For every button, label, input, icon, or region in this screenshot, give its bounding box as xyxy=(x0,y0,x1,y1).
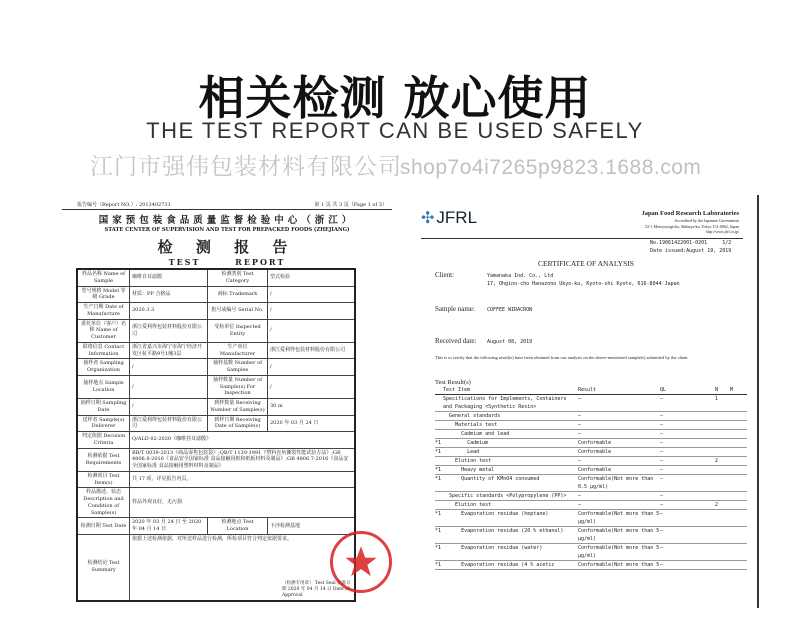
ql: — xyxy=(660,528,664,534)
test-item: Lead xyxy=(443,449,480,455)
table-row xyxy=(77,399,355,416)
row-value-2: 下沙检测基地 xyxy=(268,518,356,535)
ql: — xyxy=(660,511,664,517)
marker: *1 xyxy=(435,511,442,517)
n-value xyxy=(715,421,730,429)
row-value: 浙江爱利得包装材料股份有限公司 xyxy=(130,319,208,342)
report-title-en: TEST REPORT xyxy=(168,257,286,267)
table-row xyxy=(77,342,355,359)
col-n: N xyxy=(715,387,719,393)
table-row xyxy=(77,286,355,303)
ql: — xyxy=(660,413,664,419)
test-item: Specifications for Implements, Containers and Packaging <Synthetic Resin> xyxy=(443,396,570,410)
sample-label: Sample name: xyxy=(435,305,475,313)
row-value-2: / xyxy=(268,359,356,376)
row-label: 检测依据 Test Requirements xyxy=(77,448,130,471)
test-item: Elution test xyxy=(443,458,492,464)
lab-url: http://www.jfrl.or.jp/ xyxy=(705,228,739,234)
table-row xyxy=(77,303,355,320)
received-label: Received date: xyxy=(435,337,477,345)
col-ql: QL xyxy=(660,387,667,393)
sample-field xyxy=(435,305,532,314)
cert-number xyxy=(650,239,731,255)
table-row xyxy=(77,471,355,488)
n-value xyxy=(715,412,730,420)
n-value xyxy=(715,439,730,447)
row-label-2: 批号或编号 Serial No. xyxy=(208,303,268,320)
result: Conformable xyxy=(578,440,612,446)
ql: — xyxy=(660,458,664,464)
table-row xyxy=(77,375,355,398)
marker xyxy=(435,421,443,429)
col-m: M xyxy=(730,387,734,393)
lab-address: 52-1 Motoyoyogicho, Shibuya-ku, Tokyo 151-0062, Japan xyxy=(645,223,739,229)
test-item: Elution test xyxy=(443,502,492,508)
jfrl-logo xyxy=(421,208,477,228)
row-label: 检测结论 Test Summary xyxy=(77,534,130,600)
result-row xyxy=(435,527,747,544)
results-header xyxy=(435,386,747,395)
approval-sign: （检测专用章） Test Seal 批准日期 2020 年 04 月 14 日 Date of Approval xyxy=(282,580,351,598)
row-value-2: 2020 年 03 月 24 日 xyxy=(268,415,356,432)
row-label: 委托单位（客户）名称 Name of Customer xyxy=(77,319,130,342)
test-item: General standards xyxy=(443,413,501,419)
row-value: Q/ALD 02-2020《咖啡挂耳滤膜》 xyxy=(130,432,356,449)
row-value-2: / xyxy=(268,319,356,342)
marker xyxy=(435,430,443,438)
cert-no: No.19061422001-0201 xyxy=(650,240,708,246)
certificate-title: CERTIFICATE OF ANALYSIS xyxy=(538,259,634,268)
n-value xyxy=(715,561,730,569)
ql: — xyxy=(660,422,664,428)
row-label-2: 检测地点 Test Location xyxy=(208,518,268,535)
ql: — xyxy=(660,396,664,402)
row-value-2: 型式检验 xyxy=(268,269,356,286)
result-row xyxy=(435,492,747,501)
received-date: August 08, 2019 xyxy=(487,339,533,345)
row-value: 材质：PP 合格品 xyxy=(130,286,208,303)
marker: *1 xyxy=(435,449,442,455)
n-value xyxy=(715,475,730,491)
ql: — xyxy=(660,476,664,482)
row-value: 共 17 项，详见报告内页。 xyxy=(130,471,356,488)
result: — xyxy=(578,431,582,437)
row-label-2: 到样日期 Receiving Date of Sample(s) xyxy=(208,415,268,432)
test-item: Specific standards <Polypropylene (PP)> xyxy=(443,493,567,499)
result: Conformable(Not more than 5 μg/ml) xyxy=(578,545,660,559)
result-row xyxy=(435,395,747,412)
result: Conformable(Not more than 5 xyxy=(578,562,660,568)
row-label: 抽样者 Sampling Organization xyxy=(77,359,130,376)
result-row xyxy=(435,475,747,492)
ql: — xyxy=(660,562,664,568)
lab-header xyxy=(641,210,739,234)
ql: — xyxy=(660,493,664,499)
result: Conformable xyxy=(578,449,612,455)
lab-accreditation: Accredited by the Japanese Government xyxy=(674,218,739,224)
result: Conformable(Not more than 5 μg/ml) xyxy=(578,528,660,542)
row-label-2: 到样数量 Receiving Number of Sample(s) xyxy=(208,399,268,416)
ql: — xyxy=(660,449,664,455)
summary-value: 依据上述检测依据，对所送样品进行检测，所检项目符合判定依据要求。 xyxy=(132,535,293,542)
table-row xyxy=(77,488,355,518)
ql: — xyxy=(660,502,664,508)
row-label: 检测项目 Test Item(s) xyxy=(77,471,130,488)
center-name-en: STATE CENTER OF SUPERVISION AND TEST FOR PREPACKED FOODS (ZHEJIANG) xyxy=(104,227,350,233)
client-address: 17, Ohgino-cho Hanazono Ukyo-ku, Kyoto-shi Kyoto, 616-8044 Japan xyxy=(487,281,680,287)
result-row xyxy=(435,466,747,475)
result: Conformable(Not more than 5 μg/ml) xyxy=(578,511,660,525)
row-label: 样品名称 Name of Sample xyxy=(77,269,130,286)
row-value: 2020 年 03 月 24 日 至 2020 年 04 月 14 日 xyxy=(130,518,208,535)
n-value xyxy=(715,527,730,543)
summary-cell xyxy=(130,534,356,600)
marker: *1 xyxy=(435,440,442,446)
row-value-2: 30 m xyxy=(268,399,356,416)
result: — xyxy=(578,396,582,402)
row-label: 抽样地点 Sample Location xyxy=(77,375,130,398)
row-label: 型号规格 Model 等级 Grade xyxy=(77,286,130,303)
company-watermark: 江门市强伟包装材料有限公司 xyxy=(90,154,402,180)
report-header-line xyxy=(62,201,392,210)
n-value: 2 xyxy=(715,458,719,464)
n-value xyxy=(715,510,730,526)
marker xyxy=(435,395,443,411)
marker: *1 xyxy=(435,545,442,551)
result-row xyxy=(435,510,747,527)
results-table xyxy=(435,386,747,570)
date-issued: Date issued:August 19, 2019 xyxy=(650,248,732,254)
page-number: 第 1 页 共 3 页（Page 1 of 3） xyxy=(314,202,387,208)
row-value: 浙江省嘉兴市海宁市海宁经济开发区杭平路9号1幢3层 xyxy=(130,342,208,359)
ql: — xyxy=(660,440,664,446)
received-field xyxy=(435,337,532,346)
ql: — xyxy=(660,545,664,551)
results-title: Test Result(s) xyxy=(435,379,471,386)
result-row xyxy=(435,412,747,421)
n-value xyxy=(715,466,730,474)
row-value: / xyxy=(130,359,208,376)
ql: — xyxy=(660,431,664,437)
row-label: 联络信息 Contact Information xyxy=(77,342,130,359)
row-label: 样品描述、状态 Description and Condition of Sample(s) xyxy=(77,488,130,518)
result: — xyxy=(578,502,582,508)
row-value-2: 浙江爱利得包装材料股份有限公司 xyxy=(268,342,356,359)
table-row xyxy=(77,518,355,535)
test-item: Heavy metal xyxy=(443,467,495,473)
marker: *1 xyxy=(435,562,442,568)
row-label-2: 抽样数量 Number of Sample(s) For Inspection xyxy=(208,375,268,398)
n-value xyxy=(715,430,730,438)
client-name: Yamanaka Ind. Co., Ltd xyxy=(487,273,554,279)
result-row xyxy=(435,561,747,570)
report-title-cn: 检 测 报 告 xyxy=(157,238,297,256)
n-value xyxy=(715,544,730,560)
n-value: 1 xyxy=(715,396,719,402)
result-row xyxy=(435,421,747,430)
test-item: Evaporation residue (20 % ethanol) xyxy=(443,528,564,534)
test-item: Evaporation residue (4 % acetic xyxy=(443,562,555,568)
result: — xyxy=(578,422,582,428)
table-row xyxy=(77,415,355,432)
table-row xyxy=(77,432,355,449)
result: — xyxy=(578,413,582,419)
report-number: 报告编号（Report NO.）: 2013402731 xyxy=(77,202,171,208)
row-label: 检测日期 Test Date xyxy=(77,518,130,535)
cert-page: 1/2 xyxy=(722,240,732,246)
result: Conformable(Not more than 0.5 μg/ml) xyxy=(578,476,654,490)
test-item: Evaporation residue (heptane) xyxy=(443,511,549,517)
result-row xyxy=(435,430,747,439)
table-row xyxy=(77,359,355,376)
row-value: / xyxy=(130,399,208,416)
table-row xyxy=(77,534,355,600)
result-row xyxy=(435,544,747,561)
marker: *1 xyxy=(435,528,442,534)
result-row xyxy=(435,501,747,510)
row-value: BB/T 0039-2013《商品零售包装袋》;QB/T 1130-1991《塑料直角撕裂性能试验方法》;GB 4806.8-2016《食品安全国家标准 食品接触用纸和纸板材料及制品》;GB 4806.7-2016《食品安全国家标准 食品接触用塑料材料及制品》 xyxy=(130,448,356,471)
test-item: Evaporation residue (water) xyxy=(443,545,543,551)
test-item: Cadmium xyxy=(443,440,489,446)
certify-statement: This is to certify that the following result(s) have been obtained from our analysis on the above-mentioned sample(s) submitted by the client. xyxy=(435,355,689,360)
test-item: Materials test xyxy=(443,422,498,428)
result: — xyxy=(578,458,582,464)
page-title: 相关检测 放心使用 xyxy=(198,71,592,125)
row-label-2: 检测类别 Test Category xyxy=(208,269,268,286)
row-value: 浙江爱利得包装材料股份有限公司 xyxy=(130,415,208,432)
row-value-2: / xyxy=(268,286,356,303)
result-row xyxy=(435,448,747,457)
row-value: 2020.3.3 xyxy=(130,303,208,320)
center-name-cn: 国家预包装食品质量监督检验中心（浙江） xyxy=(98,215,356,226)
chinese-test-report xyxy=(62,195,392,608)
row-label: 送样者 Sample(s) Deliverer xyxy=(77,415,130,432)
marker xyxy=(435,492,443,500)
page-subtitle: THE TEST REPORT CAN BE USED SAFELY xyxy=(146,118,644,143)
row-label: 生产日期 Date of Manufacture xyxy=(77,303,130,320)
table-row xyxy=(77,319,355,342)
sample-name: COFFEE WIRACRON xyxy=(487,307,533,313)
table-row xyxy=(77,448,355,471)
col-test-item: Test Item xyxy=(443,387,471,393)
table-row xyxy=(77,269,355,286)
result-row xyxy=(435,457,747,466)
marker: *1 xyxy=(435,476,442,482)
report-table xyxy=(76,268,356,602)
client-label: Client: xyxy=(435,271,455,279)
row-label-2: 商标 Trademark xyxy=(208,286,268,303)
n-value xyxy=(715,448,730,456)
ql: — xyxy=(660,467,664,473)
row-label: 判定依据 Decision Criteria xyxy=(77,432,130,449)
n-value xyxy=(715,492,730,500)
result: Conformable xyxy=(578,467,612,473)
row-label: 抽样日期 Sampling Date xyxy=(77,399,130,416)
marker: *1 xyxy=(435,467,442,473)
row-value-2: / xyxy=(268,303,356,320)
lab-name: Japan Food Research Laboratories xyxy=(641,210,739,217)
row-value-2: / xyxy=(268,375,356,398)
row-value: 样品外观良好，无污损 xyxy=(130,488,356,518)
shop-url-watermark: shop7o4i7265p9823.1688.com xyxy=(400,156,702,179)
test-item: Quantity of KMnO4 consumed xyxy=(443,476,540,482)
row-value: / xyxy=(130,375,208,398)
result: — xyxy=(578,493,582,499)
row-label-2: 受检单位 Inspected Entity xyxy=(208,319,268,342)
row-label-2: 生产单位 Manufacturer xyxy=(208,342,268,359)
n-value: 2 xyxy=(715,502,719,508)
marker xyxy=(435,457,443,465)
marker xyxy=(435,412,443,420)
logo-text: JFRL xyxy=(436,208,478,227)
result-row xyxy=(435,439,747,448)
row-label-2: 抽样基数 Number of Samples xyxy=(208,359,268,376)
marker xyxy=(435,501,443,509)
logo-icon: ✣ xyxy=(421,210,435,227)
col-result: Result xyxy=(578,387,597,393)
jfrl-certificate xyxy=(413,195,759,608)
row-value: 咖啡自耳滤膜 xyxy=(130,269,208,286)
test-item: Cadmium and lead xyxy=(443,431,510,437)
client-field xyxy=(435,271,680,288)
